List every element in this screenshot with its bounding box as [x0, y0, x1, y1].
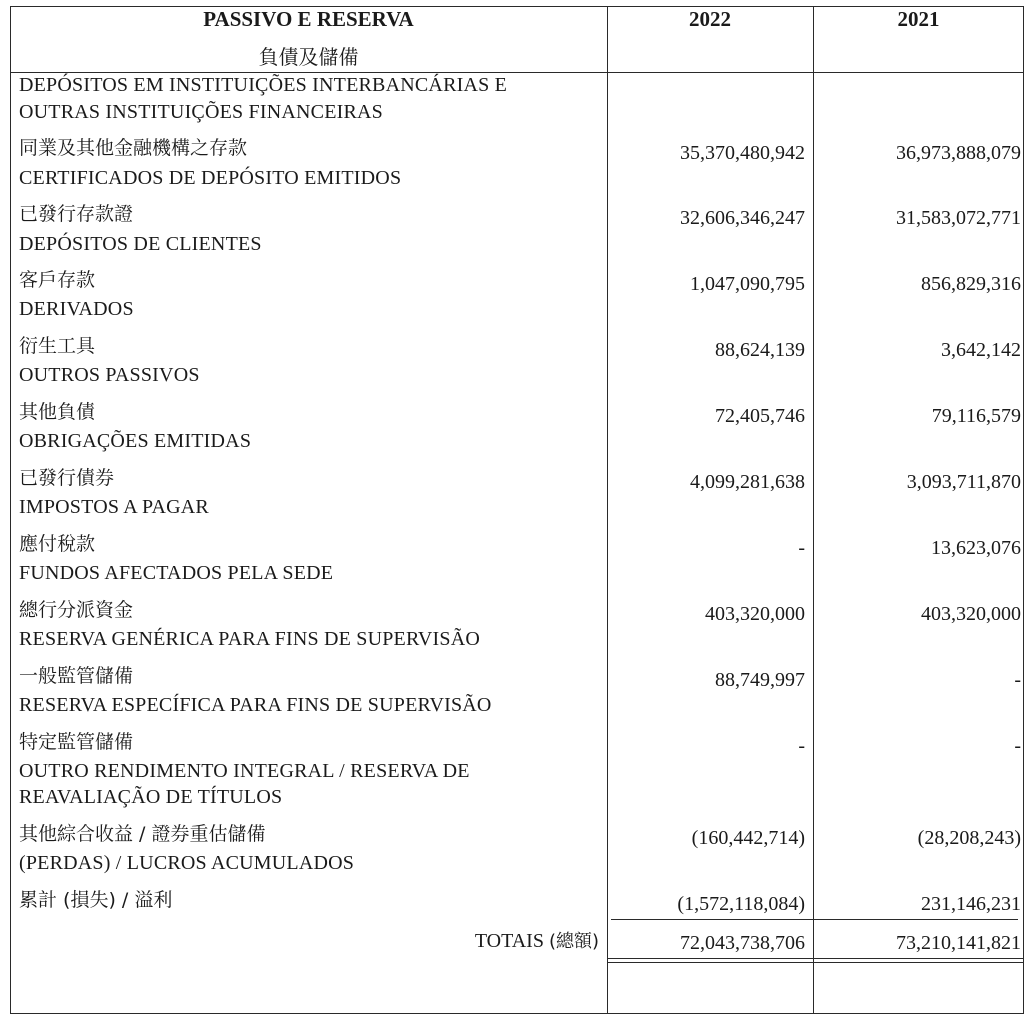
value-2021: 79,116,579	[931, 405, 1021, 427]
row-label-pt: RESERVA GENÉRICA PARA FINS DE SUPERVISÃO	[19, 628, 481, 650]
row-label-cn: 其他綜合收益 / 證券重估儲備	[19, 823, 266, 845]
value-2022: 35,370,480,942	[680, 142, 805, 164]
value-2022: 1,047,090,795	[690, 273, 805, 295]
row-label-cn: 客戶存款	[19, 269, 96, 291]
totals-label-pt: TOTAIS	[474, 930, 544, 952]
row-label-pt: FUNDOS AFECTADOS PELA SEDE	[19, 562, 334, 584]
row-label-pt: DERIVADOS	[19, 298, 134, 320]
row-label-cn: 其他負債	[19, 401, 96, 423]
row-label-pt: (PERDAS) / LUCROS ACUMULADOS	[19, 852, 355, 874]
header-year-2022: 2022	[689, 7, 731, 31]
row-label-pt: OBRIGAÇÕES EMITIDAS	[19, 430, 252, 452]
header-title-pt: PASSIVO E RESERVA	[203, 7, 414, 31]
total-double-line-lower	[607, 962, 1024, 963]
row-label-pt: IMPOSTOS A PAGAR	[19, 496, 209, 518]
header-separator	[10, 72, 1024, 73]
value-2021: 3,642,142	[941, 339, 1021, 361]
total-double-line-upper	[607, 958, 1024, 959]
value-2021: 3,093,711,870	[906, 471, 1021, 493]
value-2021: 403,320,000	[921, 603, 1021, 625]
subtotal-underline	[611, 919, 1018, 920]
row-label-cn: 已發行存款證	[19, 203, 134, 225]
row-label-pt: REAVALIAÇÃO DE TÍTULOS	[19, 786, 283, 808]
row-label-pt: OUTRAS INSTITUIÇÕES FINANCEIRAS	[19, 101, 383, 123]
total-2021: 73,210,141,821	[896, 932, 1021, 954]
total-2022: 72,043,738,706	[680, 932, 805, 954]
row-label-cn: 總行分派資金	[19, 599, 134, 621]
column-divider-2021	[813, 6, 814, 1014]
value-2022: (160,442,714)	[691, 827, 805, 849]
value-2022: 72,405,746	[715, 405, 805, 427]
row-label-cn: 特定監管儲備	[19, 731, 134, 753]
row-label-pt: RESERVA ESPECÍFICA PARA FINS DE SUPERVISÃO	[19, 694, 492, 716]
value-2021: 13,623,076	[931, 537, 1021, 559]
value-2021: 31,583,072,771	[896, 207, 1021, 229]
row-label-pt: OUTRO RENDIMENTO INTEGRAL / RESERVA DE	[19, 760, 470, 782]
value-2022: (1,572,118,084)	[677, 893, 805, 915]
value-2021: (28,208,243)	[917, 827, 1021, 849]
column-divider-2022	[607, 6, 608, 1014]
row-label-cn: 同業及其他金融機構之存款	[19, 137, 248, 159]
row-label-cn: 衍生工具	[19, 335, 96, 357]
value-2021: -	[1014, 669, 1021, 691]
value-2022: 88,624,139	[715, 339, 805, 361]
row-label-cn: 一般監管儲備	[19, 665, 134, 687]
value-2022: -	[798, 537, 805, 559]
header-title-cn: 負債及儲備	[258, 45, 359, 69]
value-2022: 4,099,281,638	[690, 471, 805, 493]
header-year-2021: 2021	[897, 7, 940, 31]
row-label-pt: CERTIFICADOS DE DEPÓSITO EMITIDOS	[19, 167, 402, 189]
value-2022: 32,606,346,247	[680, 207, 805, 229]
value-2022: -	[798, 735, 805, 757]
value-2022: 403,320,000	[705, 603, 805, 625]
value-2021: 231,146,231	[921, 893, 1021, 915]
value-2022: 88,749,997	[715, 669, 805, 691]
value-2021: 856,829,316	[921, 273, 1021, 295]
row-label-cn: 應付稅款	[19, 533, 96, 555]
totals-label	[475, 927, 599, 953]
row-label-pt: DEPÓSITOS DE CLIENTES	[19, 233, 262, 255]
value-2021: -	[1014, 735, 1021, 757]
row-label-pt: OUTROS PASSIVOS	[19, 364, 200, 386]
row-label-cn: 累計 (損失) / 溢利	[19, 889, 173, 911]
row-label-pt: DEPÓSITOS EM INSTITUIÇÕES INTERBANCÁRIAS E	[19, 74, 508, 96]
totals-label-cn: (總額)	[548, 931, 599, 952]
value-2021: 36,973,888,079	[896, 142, 1021, 164]
row-label-cn: 已發行債券	[19, 467, 115, 489]
